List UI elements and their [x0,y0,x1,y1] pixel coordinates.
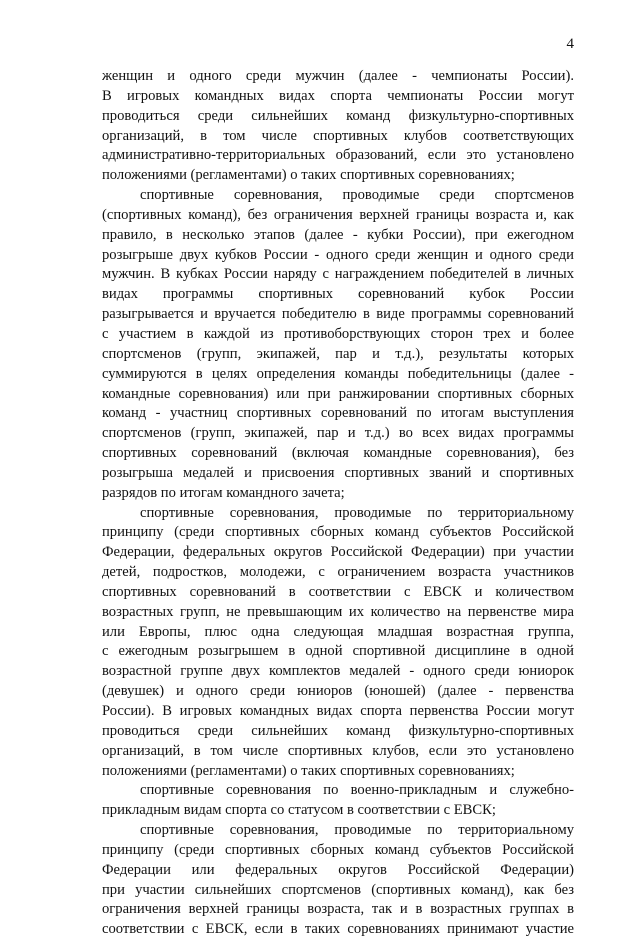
text-line: Федерации или федеральных округов Российской Федерации) [102,861,574,878]
text-line: суммируются в целях определения команды победительницы (далее - [102,365,574,382]
text-line: мужчин. В кубках России наряду с награждением победителей в личных [102,266,574,283]
text-line: соответствии с ЕВСК, если в таких соревнованиях принимают участие [102,921,574,938]
text-line: ограничения верхней границы возраста, так и в возрастных группах в [102,901,574,918]
text-line: проводиться среди сильнейших команд физкультурно-спортивных [102,722,574,739]
text-line: административно-территориальных образований, если это установлено [102,147,574,164]
text-line: с участием в каждой из противоборствующих сторон трех и более [102,325,574,342]
text-line: спортсменов (групп, экипажей, пар и т.д.) во всех видах программы [102,425,574,442]
text-line: спортивных соревнований (включая командные соревнования), без [102,445,574,462]
text-line: спортивных соревнований в соответствии с ЕВСК и количеством [102,583,574,600]
page-number: 4 [566,36,574,52]
text-line: принципу (среди спортивных сборных команд субъектов Российской [102,524,574,541]
text-line: прикладным видам спорта со статусом в соответствии с ЕВСК; [102,802,496,819]
text-line: Федерации, федеральных округов Российской Федерации) при участии [102,544,574,561]
text-line: женщин и одного среди мужчин (далее - чемпионаты России). [102,68,574,84]
text-line: разыгрывается и вручается победителю в виде программы соревнований [102,306,574,323]
text-line: правило, в несколько этапов (далее - кубки России), при ежегодном [102,226,574,243]
text-line: (спортивных команд), без ограничения верхней границы возраста и, как [102,206,574,223]
text-line: спортивные соревнования, проводимые среди спортсменов [140,187,574,204]
text-line: разрядов по итогам командного зачета; [102,484,345,501]
text-line: возрастной группе двух комплектов медалей - одного среди юниорок [102,663,574,680]
text-line: положениями (регламентами) о таких спортивных соревнованиях; [102,167,515,184]
text-line: розыгрыша медалей и присвоения спортивных званий и спортивных [102,464,574,481]
text-line: положениями (регламентами) о таких спортивных соревнованиях; [102,762,515,779]
text-line: командные соревнования) или при ранжировании спортивных сборных [102,385,574,402]
text-line: спортсменов (групп, экипажей, пар и т.д.), результаты которых [102,345,574,362]
text-line: видах программы спортивных соревнований кубок России [102,286,574,303]
text-line: спортивные соревнования, проводимые по территориальному [140,504,574,521]
text-line: при участии сильнейших спортсменов (спортивных команд), как без [102,881,574,898]
text-line: розыгрыше двух кубков России - одного среди женщин и одного среди [102,246,574,263]
text-line: спортивные соревнования, проводимые по территориальному [140,822,574,839]
text-line: возрастных групп, не превышающим их количество на первенстве мира [102,603,574,620]
text-line: команд - участниц спортивных соревнований по итогам выступления [102,405,574,422]
text-line: организаций, в том числе спортивных клубов соответствующих [102,127,574,144]
text-line: В игровых командных видах спорта чемпионаты России могут [102,87,574,104]
text-line: (девушек) и одного среди юниоров (юношей) (далее - первенства [102,683,574,700]
text-line: спортивные соревнования по военно-прикладным и служебно- [140,782,574,799]
text-line: детей, подростков, молодежи, с ограничением возраста участников [102,564,574,581]
body-text [102,67,574,940]
text-line: с ежегодным розыгрышем в одной спортивной дисциплине в одной [102,643,574,660]
text-line: или Европы, плюс одна следующая младшая возрастная группа, [102,623,574,640]
text-line: организаций, в том числе спортивных клубов, если это установлено [102,742,574,759]
text-line: проводиться среди сильнейших команд физкультурно-спортивных [102,107,574,124]
text-line: принципу (среди спортивных сборных команд субъектов Российской [102,841,574,858]
text-line: России). В игровых командных видах спорта первенства России могут [102,703,574,719]
